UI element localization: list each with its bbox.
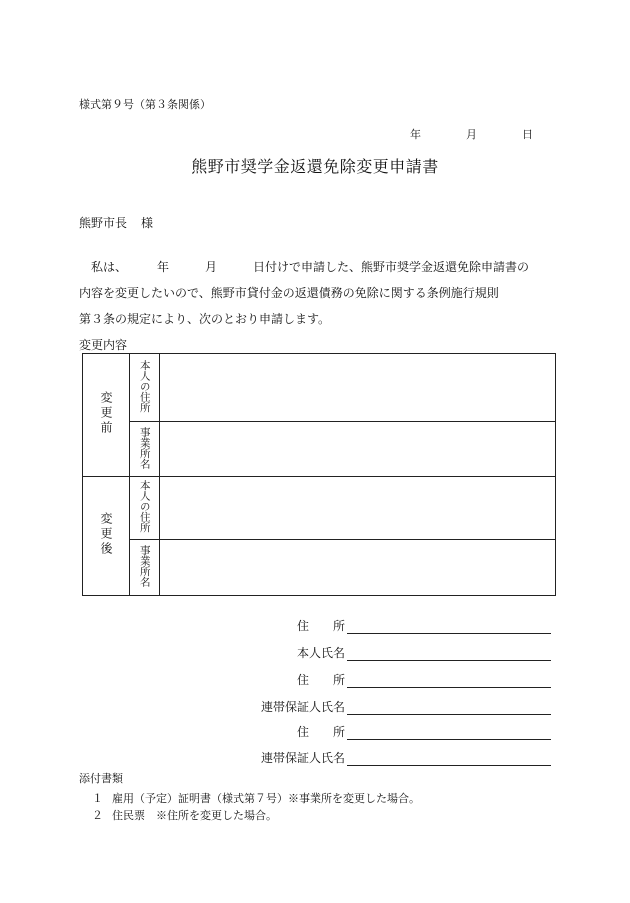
after-address-field[interactable] xyxy=(160,477,556,540)
guarantor-address-input-line[interactable] xyxy=(347,671,551,688)
change-details-table xyxy=(82,353,556,596)
attachments-title: 添付書類 xyxy=(79,772,123,785)
application-date xyxy=(410,126,533,142)
statement-line: 第３条の規定により、次のとおり申請します。 xyxy=(79,312,331,326)
application-statement xyxy=(79,254,559,332)
addressee-name: 熊野市長 xyxy=(79,216,128,230)
signature-label: 本人氏名 xyxy=(296,646,345,660)
change-details-label: 変更内容 xyxy=(79,338,128,352)
form-number: 様式第９号（第３条関係） xyxy=(79,98,211,111)
row-label-address: 本人の住所 xyxy=(130,477,160,540)
before-office-field[interactable] xyxy=(160,422,556,477)
row-label-office: 事業所名 xyxy=(130,422,160,477)
signature-row-address xyxy=(297,616,551,634)
attachment-text: 雇用（予定）証明書（様式第７号）※事業所を変更した場合。 xyxy=(112,792,420,805)
signature-row-applicant xyxy=(297,643,551,661)
signature-label: 連帯保証人氏名 xyxy=(260,751,345,765)
document-title: 熊野市奨学金返還免除変更申請書 xyxy=(191,157,439,176)
signature-label: 連帯保証人氏名 xyxy=(260,700,345,714)
before-address-field[interactable] xyxy=(160,354,556,422)
addressee-honorific: 様 xyxy=(141,216,154,230)
signature-label: 住 所 xyxy=(296,619,345,633)
statement-line: 私は、 年 月 日付けで申請した、熊野市奨学金返還免除申請書の xyxy=(91,260,530,274)
attachment-number: １ xyxy=(92,792,103,805)
signature-row-address xyxy=(297,670,551,688)
group-label-after: 変更後 xyxy=(83,477,130,596)
attachment-item xyxy=(92,807,277,823)
date-year-label: 年 xyxy=(410,128,421,141)
signature-label: 住 所 xyxy=(296,673,345,687)
date-day-label: 日 xyxy=(522,128,533,141)
attachment-text: 住民票 ※住所を変更した場合。 xyxy=(112,809,277,822)
group-label-before: 変更前 xyxy=(83,354,130,477)
signature-label: 住 所 xyxy=(296,725,345,739)
attachment-item xyxy=(92,790,420,806)
applicant-name-input-line[interactable] xyxy=(347,644,551,661)
after-office-field[interactable] xyxy=(160,540,556,596)
row-label-address: 本人の住所 xyxy=(130,354,160,422)
date-month-label: 月 xyxy=(466,128,477,141)
address-input-line[interactable] xyxy=(347,617,551,634)
attachment-number: ２ xyxy=(92,809,103,822)
statement-line: 内容を変更したいので、熊野市貸付金の返還債務の免除に関する条例施行規則 xyxy=(79,286,499,300)
signature-row-address xyxy=(297,722,551,740)
guarantor2-address-input-line[interactable] xyxy=(347,723,551,740)
guarantor-name-input-line[interactable] xyxy=(347,698,551,715)
addressee xyxy=(79,214,153,231)
row-label-office: 事業所名 xyxy=(130,540,160,596)
guarantor2-name-input-line[interactable] xyxy=(347,749,551,766)
signature-row-guarantor xyxy=(261,748,551,766)
signature-row-guarantor xyxy=(261,697,551,715)
